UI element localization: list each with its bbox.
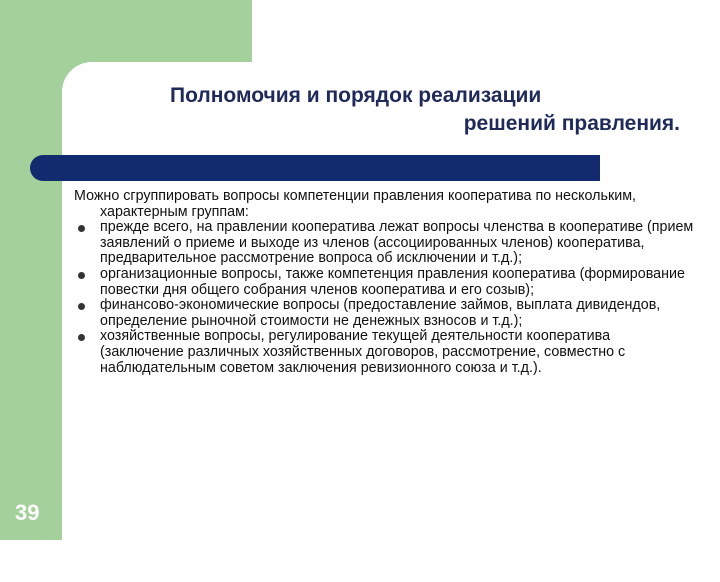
list-item <box>74 267 694 298</box>
intro-paragraph: Можно сгруппировать вопросы компетенции правления кооператива по нескольким, характерным группам: <box>74 188 637 220</box>
bullet-icon <box>78 225 85 232</box>
bullet-icon <box>78 303 85 310</box>
list-item-text: хозяйственные вопросы, регулирование текущей деятельности кооператива (заключение различных хозяйственных договоров, рассмотрение, совместно с наблюдательным советом заключения ревизионного союза и т.д.). <box>100 328 626 376</box>
slide-body <box>74 189 694 376</box>
list-item-text: финансово-экономические вопросы (предоставление займов, выплата дивидендов, определение рыночной стоимости не денежных взносов и т.д.); <box>100 297 661 329</box>
list-item <box>74 220 694 267</box>
bullet-list <box>74 220 694 376</box>
slide-title-line1: Полномочия и порядок реализации <box>170 84 542 107</box>
list-item <box>74 298 694 329</box>
page-number: 39 <box>15 500 40 525</box>
bullet-icon <box>78 272 85 279</box>
slide-title-line2: решений правления. <box>463 112 680 135</box>
list-item-text: организационные вопросы, также компетенция правления кооператива (формирование повестки дня общего собрания членов кооператива и его созыв); <box>100 265 685 298</box>
title-underline-bar <box>30 155 600 181</box>
slide-title <box>120 82 680 138</box>
list-item-text: прежде всего, на правлении кооператива лежат вопросы членства в кооперативе (прием заявлений о приеме и выходе из членов (ассоциированных членов) кооператива, предварительное рассмотрение вопроса об исключении и т.д.); <box>100 219 694 267</box>
bullet-icon <box>78 334 85 341</box>
list-item <box>74 329 694 376</box>
